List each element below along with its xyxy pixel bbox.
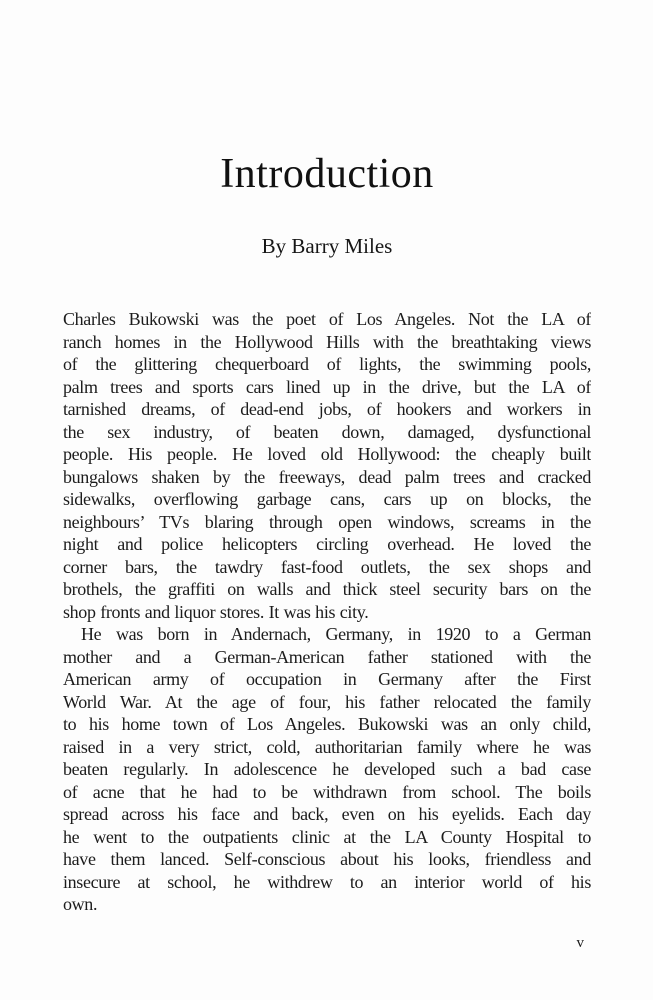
text-line: he went to the outpatients clinic at the LA County Hospital to [63,826,591,847]
text-line: people. His people. He loved old Hollywood: the cheaply built [63,444,591,464]
text-line: American army of occupation in Germany after the First [63,669,591,689]
text-line: neighbours’ TVs blaring through open windows, screams in the [63,511,591,532]
text-line: Charles Bukowski was the poet of Los Angeles. Not the LA of [63,309,591,329]
text-line: World War. At the age of four, his father relocated the family [63,691,591,712]
text-line: palm trees and sports cars lined up in the drive, but the LA of [63,376,591,397]
byline: By Barry Miles [261,234,393,258]
text-line: ranch homes in the Hollywood Hills with the breathtaking views [63,331,591,352]
text-line: night and police helicopters circling overhead. He loved the [63,534,591,554]
text-line: the sex industry, of beaten down, damaged, dysfunctional [63,421,591,442]
text-line: tarnished dreams, of dead-end jobs, of hookers and workers in [63,399,591,419]
text-line: of the glittering chequerboard of lights, the swimming pools, [63,354,591,374]
text-line: corner bars, the tawdry fast-food outlets, the sex shops and [63,556,591,577]
paragraph [63,623,591,916]
text-line: shop fronts and liquor stores. It was his city. [63,601,369,622]
paragraph [63,308,591,623]
text-line: sidewalks, overflowing garbage cans, cars up on blocks, the [63,489,591,509]
text-line: brothels, the graffiti on walls and thick steel security bars on the [63,579,591,599]
text-line: have them lanced. Self-conscious about his looks, friendless and [63,849,591,869]
text-line: to his home town of Los Angeles. Bukowski was an only child, [63,714,591,734]
text-line: raised in a very strict, cold, authoritarian family where he was [63,736,591,757]
text-line: of acne that he had to be withdrawn from school. The boils [63,781,591,802]
page-title: Introduction [220,151,434,197]
text-line: spread across his face and back, even on his eyelids. Each day [63,804,591,824]
text-line: bungalows shaken by the freeways, dead palm trees and cracked [63,466,591,487]
text-line: He was born in Andernach, Germany, in 1920 to a German [81,624,591,644]
text-line: mother and a German-American father stationed with the [63,646,591,667]
text-line: insecure at school, he withdrew to an interior world of his [63,871,591,892]
text-line: beaten regularly. In adolescence he developed such a bad case [63,759,591,779]
body-text [63,308,591,916]
page-number: v [576,934,584,951]
text-line: own. [63,894,98,914]
